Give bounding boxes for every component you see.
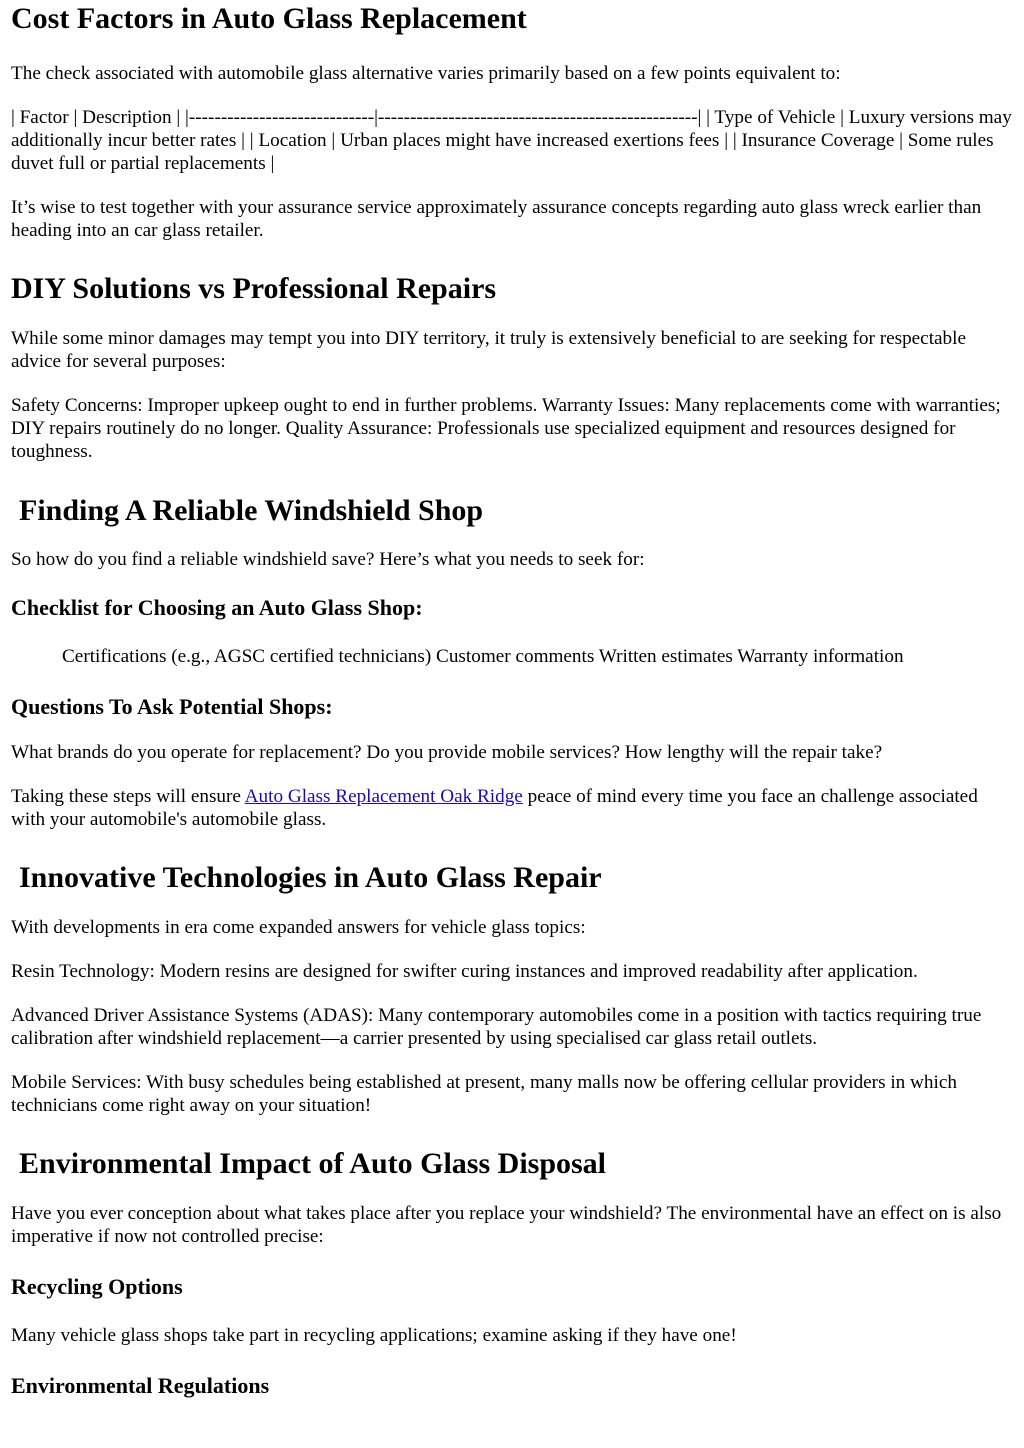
innovative-tech-heading: Innovative Technologies in Auto Glass Repair (19, 861, 602, 894)
checklist-heading: Checklist for Choosing an Auto Glass Shop: (11, 595, 423, 620)
cost-factors-intro: The check associated with automobile glass alternative varies primarily based on a few points equivalent to: (11, 63, 841, 84)
article-page (0, 2, 1024, 1448)
closing-text-after: peace of mind every time you face an challenge associated with your automobile's automobile glass. (11, 786, 978, 830)
auto-glass-oak-ridge-link[interactable]: Auto Glass Replacement Oak Ridge (244, 786, 523, 807)
insurance-advice: It’s wise to test together with your assurance service approximately assurance concepts regarding auto glass wreck earlier than heading into an car glass retailer. (11, 197, 982, 241)
diy-reasons: Safety Concerns: Improper upkeep ought to end in further problems. Warranty Issues: Many replacements come with warranties; DIY repairs routinely do no longer. Quality Assurance: Professionals use specialized equipment and resources designed for toughness. (11, 395, 1001, 462)
environmental-impact-heading: Environmental Impact of Auto Glass Disposal (19, 1147, 607, 1180)
innovative-tech-intro: With developments in era come expanded answers for vehicle glass topics: (11, 917, 586, 938)
diy-intro: While some minor damages may tempt you into DIY territory, it truly is extensively beneficial to are seeking for respectable advice for several purposes: (11, 328, 966, 372)
diy-vs-professional-heading: DIY Solutions vs Professional Repairs (11, 272, 497, 305)
cost-factors-heading: Cost Factors in Auto Glass Replacement (11, 2, 527, 35)
reliable-shop-heading: Finding A Reliable Windshield Shop (19, 494, 484, 527)
environmental-impact-intro: Have you ever conception about what takes place after you replace your windshield? The environmental have an effect on is also imperative if now not controlled precise: (11, 1203, 1002, 1247)
questions-text: What brands do you operate for replacement? Do you provide mobile services? How lengthy will the repair take? (11, 742, 883, 763)
checklist-items: Certifications (e.g., AGSC certified technicians) Customer comments Written estimates Warranty information (62, 646, 904, 667)
cost-factors-table-text: | Factor | Description | |-----------------------------|--------------------------------------------------| | Type of Vehicle | Luxury versions may additionally incur better rates | | Location | Urban places might have increased exertions fees | | Insurance Coverage | Some rules duvet full or partial replacements | (11, 107, 1012, 174)
recycling-options-heading: Recycling Options (11, 1274, 183, 1299)
adas-text: Advanced Driver Assistance Systems (ADAS): Many contemporary automobiles come in a position with tactics requiring true calibration after windshield replacement—a carrier presented by using specialised car glass retail outlets. (11, 1005, 982, 1049)
recycling-options-text: Many vehicle glass shops take part in recycling applications; examine asking if they have one! (11, 1325, 737, 1346)
environmental-regulations-heading: Environmental Regulations (11, 1373, 270, 1398)
questions-heading: Questions To Ask Potential Shops: (11, 694, 333, 719)
closing-paragraph (11, 785, 1016, 831)
reliable-shop-intro: So how do you find a reliable windshield save? Here’s what you needs to seek for: (11, 549, 645, 570)
resin-technology-text: Resin Technology: Modern resins are designed for swifter curing instances and improved readability after application. (11, 961, 918, 982)
mobile-services-text: Mobile Services: With busy schedules being established at present, many malls now be offering cellular providers in which technicians come right away on your situation! (11, 1072, 957, 1116)
closing-text-before: Taking these steps will ensure (11, 786, 245, 807)
